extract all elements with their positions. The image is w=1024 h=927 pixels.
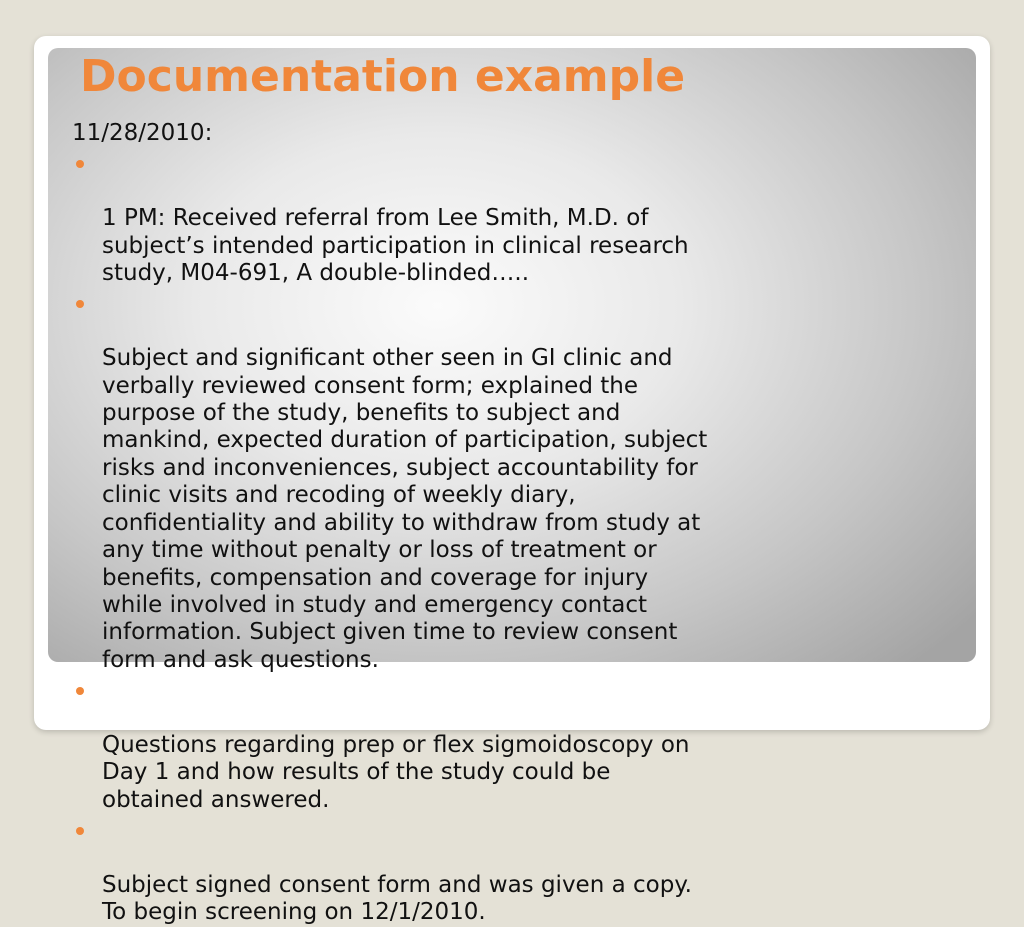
bullet-item-referral [72,150,872,287]
bullet-text: Questions regarding prep or flex sigmoidoscopy on Day 1 and how results of the study could be obtained answered. [102,731,690,813]
bullet-text: Subject signed consent form and was given a copy. To begin screening on 12/1/2010. [102,871,692,926]
bullet-list [72,150,872,926]
bullet-text: Subject and significant other seen in GI clinic and verbally reviewed consent form; explained the purpose of the study, benefits to subject and mankind, expected duration of participation, subject risks and inconveniences, subject accountability for clinic visits and recoding of weekly diary, confidentiality and ability to withdraw from study at any time without penalty or loss of treatment or benefits, compensation and coverage for injury while involved in study and emergency contact information. Subject given time to review consent form and ask questions. [102,345,708,673]
bullet-item-questions [72,677,872,814]
bullet-text: 1 PM: Received referral from Lee Smith, M.D. of subject’s intended participation in clinical research study, M04-691, A double-blinded….. [102,205,689,287]
bullet-item-consent-review [72,290,872,674]
bullet-dot-icon [76,160,84,168]
bullet-dot-icon [76,300,84,308]
slide-body [72,120,872,927]
bullet-dot-icon [76,687,84,695]
slide-title: Documentation example [80,51,686,102]
bullet-dot-icon [76,827,84,835]
bullet-item-signed [72,817,872,927]
date-line: 11/28/2010: [72,120,213,146]
